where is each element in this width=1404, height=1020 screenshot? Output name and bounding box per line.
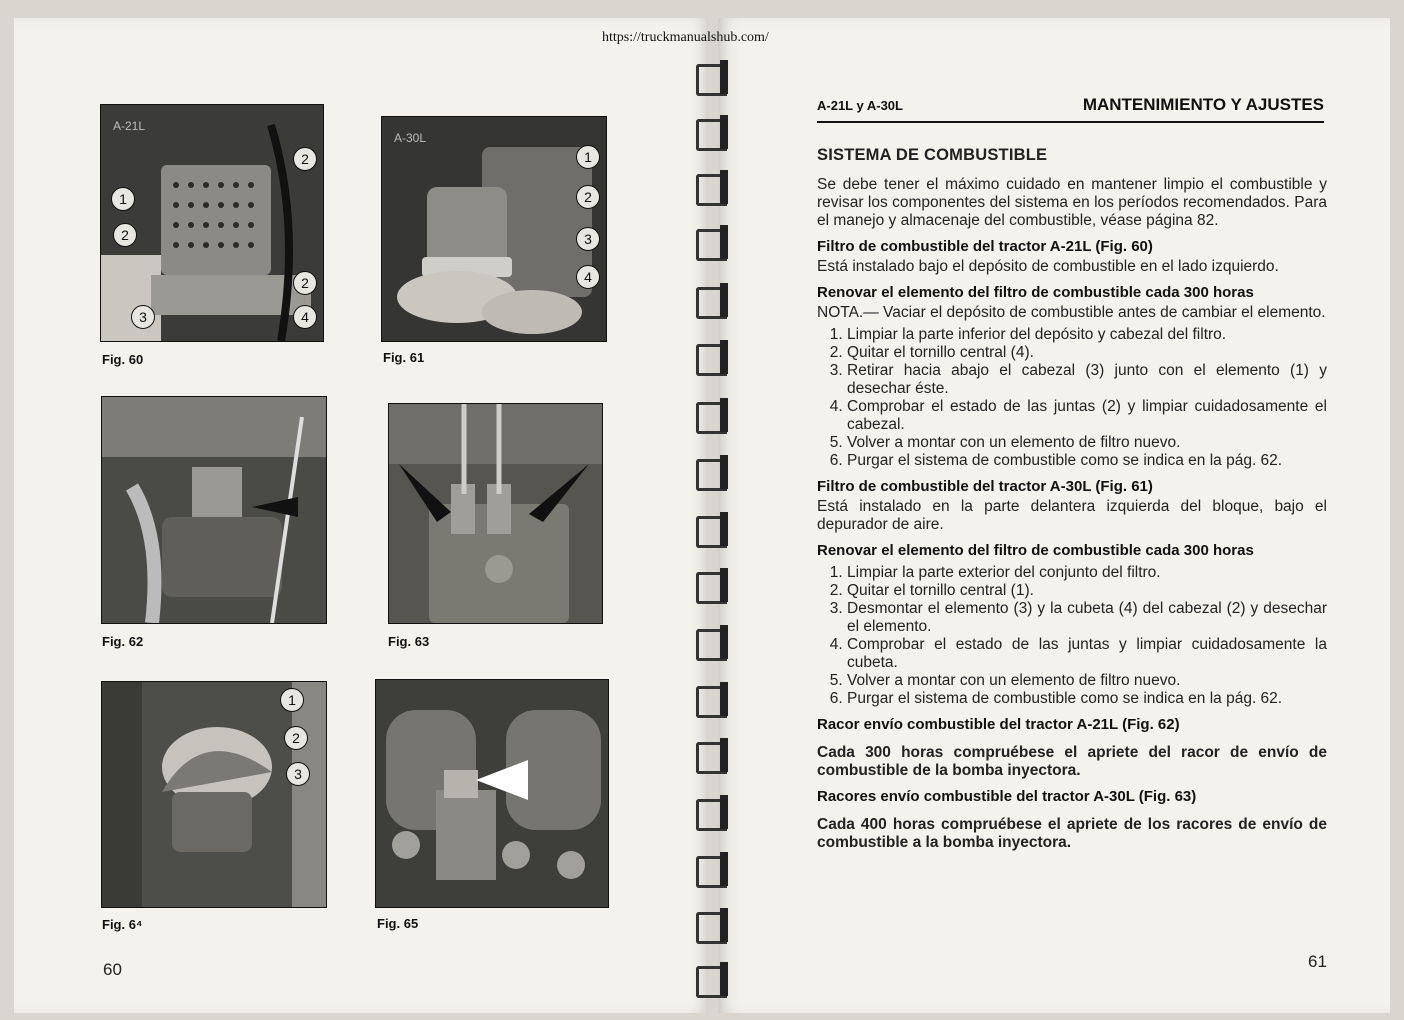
- fig-64-caption: Fig. 6⁴: [102, 917, 143, 932]
- list-item: 2. Quitar el tornillo central (1).: [847, 582, 1327, 600]
- list-item: 3. Desmontar el elemento (3) y la cubeta (4) del cabezal (2) y desechar el elemento.: [847, 600, 1327, 636]
- callout-2: 2: [284, 726, 308, 750]
- fig-63-photo: [388, 403, 603, 624]
- fig-61-caption: Fig. 61: [383, 350, 425, 365]
- fitting-a21l-text: Cada 300 horas compruébese el apriete del racor de envío de combustible de la bomba inyectora.: [817, 744, 1327, 779]
- callout-2: 2: [293, 147, 317, 171]
- list-item: 2. Quitar el tornillo central (4).: [847, 344, 1327, 362]
- callout-3: 3: [131, 305, 155, 329]
- filter-a21l-location: Está instalado bajo el depósito de combustible en el lado izquierdo.: [817, 258, 1279, 275]
- fig-61-photo-label: A-30L: [394, 131, 427, 145]
- list-item: 4. Comprobar el estado de las juntas y limpiar cuidadosamente la cubeta.: [847, 636, 1327, 672]
- fig-63-caption: Fig. 63: [388, 634, 430, 649]
- fig-62-caption: Fig. 62: [102, 634, 144, 649]
- steps-list-a21l: [817, 326, 1327, 470]
- list-item: 3. Retirar hacia abajo el cabezal (3) junto con el elemento (1) y desechar éste.: [847, 362, 1327, 398]
- fig-60-photo: [100, 104, 324, 342]
- header-model: A-21L y A-30L: [817, 98, 903, 113]
- list-item: 6. Purgar el sistema de combustible como se indica en la pág. 62.: [847, 452, 1327, 470]
- left-page-number: 60: [103, 960, 122, 979]
- fig-65-photo: [375, 679, 609, 908]
- source-url[interactable]: https://truckmanualshub.com/: [602, 30, 769, 45]
- fig-64-photo: [101, 681, 327, 908]
- note-paragraph: NOTA.— Vaciar el depósito de combustible antes de cambiar el elemento.: [817, 304, 1326, 321]
- callout-4: 4: [576, 265, 600, 289]
- list-item: 5. Volver a montar con un elemento de filtro nuevo.: [847, 434, 1327, 452]
- callout-2: 2: [576, 185, 600, 209]
- subheading-fitting-a21l: Racor envío combustible del tractor A-21L (Fig. 62): [817, 716, 1180, 733]
- callout-4: 4: [293, 305, 317, 329]
- fig-65-caption: Fig. 65: [377, 916, 419, 931]
- page-content: [817, 146, 1327, 860]
- subheading-renew-a30l: Renovar el elemento del filtro de combustible cada 300 horas: [817, 542, 1254, 559]
- list-item: 1. Limpiar la parte exterior del conjunto del filtro.: [847, 564, 1327, 582]
- list-item: 4. Comprobar el estado de las juntas (2) y limpiar cuidadosamente el cabezal.: [847, 398, 1327, 434]
- subheading-fitting-a30l: Racores envío combustible del tractor A-30L (Fig. 63): [817, 788, 1197, 805]
- callout-3: 3: [576, 227, 600, 251]
- section-title: SISTEMA DE COMBUSTIBLE: [817, 146, 1048, 164]
- fig-60-caption: Fig. 60: [102, 352, 144, 367]
- header-rule: [817, 121, 1324, 123]
- callout-1: 1: [280, 688, 304, 712]
- callout-2: 2: [113, 223, 137, 247]
- fitting-a30l-text: Cada 400 horas compruébese el apriete de los racores de envío de combustible a la bomba inyectora.: [817, 816, 1327, 851]
- list-item: 6. Purgar el sistema de combustible como se indica en la pág. 62.: [847, 690, 1327, 708]
- filter-a30l-location: Está instalado en la parte delantera izquierda del bloque, bajo el depurador de aire.: [817, 498, 1327, 533]
- intro-paragraph: Se debe tener el máximo cuidado en mantener limpio el combustible y revisar los componentes del sistema en los períodos recomendados. Para el manejo y almacenaje del combustible, véase página 82.: [817, 176, 1327, 229]
- callout-1: 1: [576, 145, 600, 169]
- steps-list-a30l: [817, 564, 1327, 708]
- spiral-binding: [690, 40, 740, 1015]
- callout-3: 3: [286, 762, 310, 786]
- list-item: 5. Volver a montar con un elemento de filtro nuevo.: [847, 672, 1327, 690]
- fig-62-photo: [101, 396, 327, 624]
- subheading-renew-a21l: Renovar el elemento del filtro de combustible cada 300 horas: [817, 284, 1254, 301]
- list-item: 1. Limpiar la parte inferior del depósito y cabezal del filtro.: [847, 326, 1327, 344]
- callout-2: 2: [293, 271, 317, 295]
- callout-1: 1: [111, 187, 135, 211]
- fig-61-photo: [381, 116, 607, 342]
- header-section: MANTENIMIENTO Y AJUSTES: [1082, 95, 1324, 114]
- subheading-filter-a21l: Filtro de combustible del tractor A-21L (Fig. 60): [817, 238, 1153, 255]
- fig-60-photo-label: A-21L: [113, 119, 146, 133]
- subheading-filter-a30l: Filtro de combustible del tractor A-30L (Fig. 61): [817, 478, 1153, 495]
- right-page-number: 61: [1308, 952, 1327, 971]
